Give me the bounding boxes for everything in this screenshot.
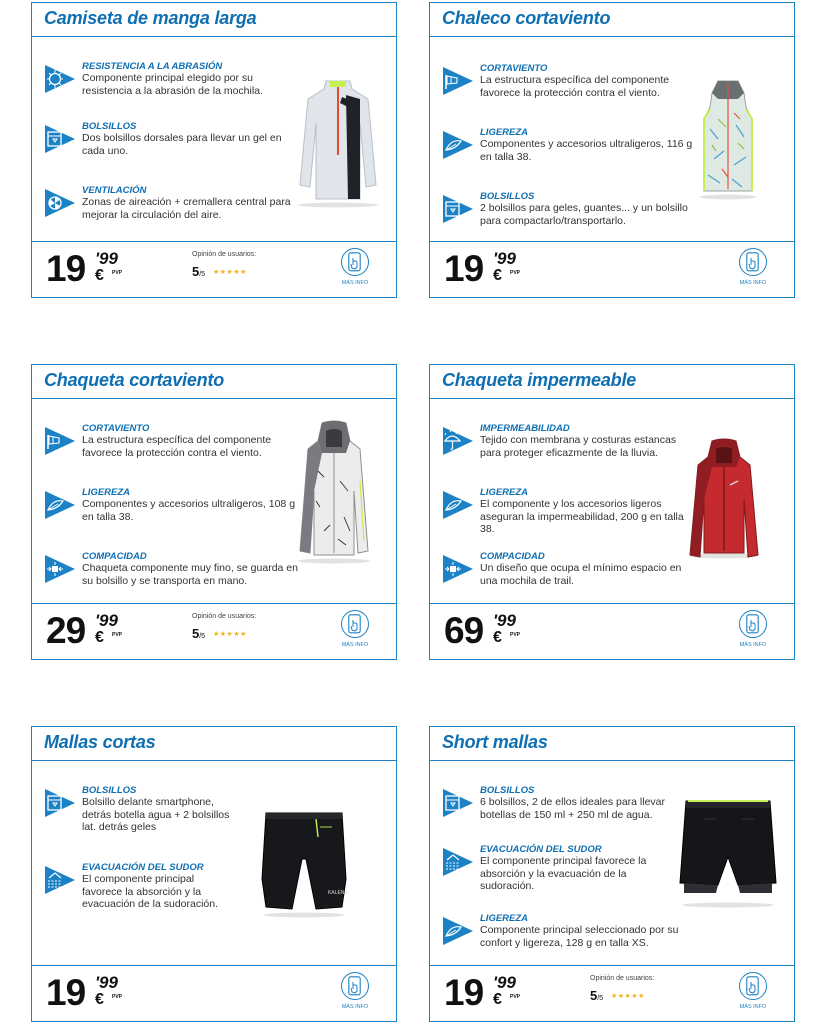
feature-desc: Zonas de aireación + cremallera central para mejorar la circulación del aire.	[82, 196, 291, 221]
rating-label: Opinión de usuarios:	[590, 975, 655, 982]
feature-desc: Componentes y accesorios ultraligeros, 116 g en talla 38.	[480, 138, 693, 163]
more-info-label: MÁS INFO	[341, 642, 369, 648]
feature	[442, 487, 682, 543]
compact-icon	[442, 553, 474, 585]
price-decimals: '99	[95, 611, 118, 630]
touch-hand-icon	[746, 252, 759, 272]
card-title: Short mallas	[442, 732, 548, 752]
more-info-button[interactable]	[736, 248, 770, 292]
feature	[442, 423, 682, 479]
feature	[442, 191, 688, 247]
rating-label: Opinión de usuarios:	[192, 613, 257, 620]
more-info-label: MÁS INFO	[341, 1004, 369, 1010]
feature	[442, 913, 682, 969]
windproof-icon	[44, 425, 76, 457]
windproof-icon	[442, 65, 474, 97]
feature-desc: La estructura específica del componente favorece la protección contra el viento.	[82, 434, 272, 459]
feature	[44, 423, 284, 479]
card-title: Camiseta de manga larga	[44, 8, 257, 28]
feature-title: BOLSILLOS	[480, 785, 535, 796]
feature-title: EVACUACIÓN DEL SUDOR	[480, 844, 602, 855]
feature	[44, 862, 284, 918]
feather-icon	[44, 489, 76, 521]
umbrella-icon	[442, 425, 474, 457]
ventilation-icon	[44, 187, 76, 219]
product-image	[294, 421, 374, 567]
pocket-icon	[442, 193, 474, 225]
more-info-label: MÁS INFO	[341, 280, 369, 286]
feature-desc: Componentes y accesorios ultraligeros, 108 g en talla 38.	[82, 498, 296, 523]
product-card	[429, 2, 795, 298]
feature-desc: Un diseño que ocupa el mínimo espacio en una mochila de trail.	[480, 562, 682, 587]
feature-desc: El componente principal favorece la absorción y la evacuación de la sudoración.	[480, 855, 647, 892]
price-decimals: '99	[493, 611, 516, 630]
price-currency: €	[493, 991, 502, 1008]
more-info-button[interactable]	[338, 248, 372, 292]
price-pvp: PVP	[510, 270, 521, 276]
feature-title: IMPERMEABILIDAD	[480, 423, 570, 434]
feature	[442, 127, 693, 183]
feature	[44, 551, 298, 607]
svg-text:KALENJI: KALENJI	[328, 890, 349, 896]
feature	[44, 785, 284, 841]
feature-desc: El componente principal favorece la absorción y la evacuación de la sudoración.	[82, 873, 219, 910]
sweat-icon	[44, 864, 76, 896]
product-image	[290, 75, 386, 210]
card-title: Chaqueta impermeable	[442, 370, 637, 390]
sweat-icon	[442, 846, 474, 878]
pocket-icon	[442, 787, 474, 819]
more-info-label: MÁS INFO	[739, 642, 767, 648]
price-pvp: PVP	[510, 632, 521, 638]
pocket-icon	[44, 787, 76, 819]
more-info-button[interactable]	[736, 610, 770, 654]
feature	[442, 844, 682, 900]
star-rating-icon: ★★★★★	[611, 993, 645, 1000]
feature-desc: Dos bolsillos dorsales para llevar un gel en cada uno.	[82, 132, 282, 157]
feature	[442, 551, 682, 607]
product-card	[429, 726, 795, 1022]
compact-icon	[44, 553, 76, 585]
feature-title: BOLSILLOS	[82, 121, 137, 132]
more-info-label: MÁS INFO	[739, 280, 767, 286]
more-info-button[interactable]	[736, 972, 770, 1016]
feature-desc: La estructura específica del componente favorece la protección contra el viento.	[480, 74, 670, 99]
card-title: Chaleco cortaviento	[442, 8, 611, 28]
price-pvp: PVP	[112, 270, 123, 276]
feature-title: BOLSILLOS	[82, 785, 137, 796]
touch-hand-icon	[348, 976, 361, 996]
rating-label: Opinión de usuarios:	[192, 251, 257, 258]
price-decimals: '99	[493, 249, 516, 268]
feature-title: EVACUACIÓN DEL SUDOR	[82, 862, 204, 873]
feature-desc: 6 bolsillos, 2 de ellos ideales para llevar botellas de 150 ml + 250 ml de agua.	[480, 796, 666, 821]
feature-desc: 2 bolsillos para geles, guantes... y un bolsillo para compactarlo/transportarlo.	[480, 202, 688, 227]
price-decimals: '99	[95, 973, 118, 992]
product-card	[429, 364, 795, 660]
price-currency: €	[493, 267, 502, 284]
product-image	[258, 809, 350, 919]
feature-title: COMPACIDAD	[480, 551, 545, 562]
touch-hand-icon	[746, 614, 759, 634]
product-card	[31, 364, 397, 660]
product-card	[31, 2, 397, 298]
pocket-icon	[44, 123, 76, 155]
rating-score: 5/5	[590, 988, 604, 1003]
touch-hand-icon	[746, 976, 759, 996]
feature-desc: El componente y los accesorios ligeros aseguran la impermeabilidad, 200 g en talla 38.	[480, 498, 684, 535]
price-pvp: PVP	[112, 994, 123, 1000]
price-integer: 69	[444, 610, 484, 651]
feature-title: COMPACIDAD	[82, 551, 147, 562]
feature-desc: Chaqueta componente muy fino, se guarda en su bolsillo y se transporta en mano.	[82, 562, 298, 587]
star-rating-icon: ★★★★★	[213, 269, 247, 276]
feature-desc: Componente principal elegido por su resistencia a la abrasión de la mochila.	[82, 72, 263, 97]
more-info-button[interactable]	[338, 972, 372, 1016]
card-title: Chaqueta cortaviento	[44, 370, 225, 390]
price-currency: €	[493, 629, 502, 646]
product-card	[31, 726, 397, 1022]
feature-title: CORTAVIENTO	[82, 423, 150, 434]
price-currency: €	[95, 267, 104, 284]
feature-title: LIGEREZA	[480, 127, 529, 138]
price-integer: 19	[444, 972, 484, 1013]
feature-title: BOLSILLOS	[480, 191, 535, 202]
feature-desc: Componente principal seleccionado por su confort y ligereza, 128 g en talla XS.	[480, 924, 679, 949]
feature-title: VENTILACIÓN	[82, 185, 147, 196]
product-image	[686, 439, 762, 561]
feature	[44, 185, 291, 241]
price-pvp: PVP	[112, 632, 123, 638]
feature-desc: Tejido con membrana y costuras estancas para proteger eficazmente de la lluvia.	[480, 434, 677, 459]
feature-title: LIGEREZA	[480, 487, 529, 498]
product-image	[698, 79, 758, 203]
feather-icon	[442, 129, 474, 161]
feature-title: LIGEREZA	[82, 487, 131, 498]
touch-hand-icon	[348, 252, 361, 272]
price-integer: 19	[444, 248, 484, 289]
card-title: Mallas cortas	[44, 732, 156, 752]
feature	[442, 785, 682, 841]
rating-score: 5/5	[192, 264, 206, 279]
price-integer: 19	[46, 248, 86, 289]
feature-title: LIGEREZA	[480, 913, 529, 924]
price-pvp: PVP	[510, 994, 521, 1000]
feature	[442, 63, 682, 119]
abrasion-icon	[44, 63, 76, 95]
feature-desc: Bolsillo delante smartphone, detrás botella agua + 2 bolsillos lat. detrás geles	[82, 796, 230, 833]
price-decimals: '99	[493, 973, 516, 992]
feature	[44, 487, 296, 543]
feather-icon	[442, 489, 474, 521]
price-decimals: '99	[95, 249, 118, 268]
star-rating-icon: ★★★★★	[213, 631, 247, 638]
rating-score: 5/5	[192, 626, 206, 641]
feature	[44, 121, 284, 177]
price-integer: 19	[46, 972, 86, 1013]
price-currency: €	[95, 991, 104, 1008]
feather-icon	[442, 915, 474, 947]
price-integer: 29	[46, 610, 86, 651]
more-info-button[interactable]	[338, 610, 372, 654]
touch-hand-icon	[348, 614, 361, 634]
price-currency: €	[95, 629, 104, 646]
feature-title: RESISTENCIA A LA ABRASIÓN	[82, 61, 223, 72]
feature-title: CORTAVIENTO	[480, 63, 548, 74]
product-image	[676, 797, 780, 909]
more-info-label: MÁS INFO	[739, 1004, 767, 1010]
feature	[44, 61, 284, 117]
